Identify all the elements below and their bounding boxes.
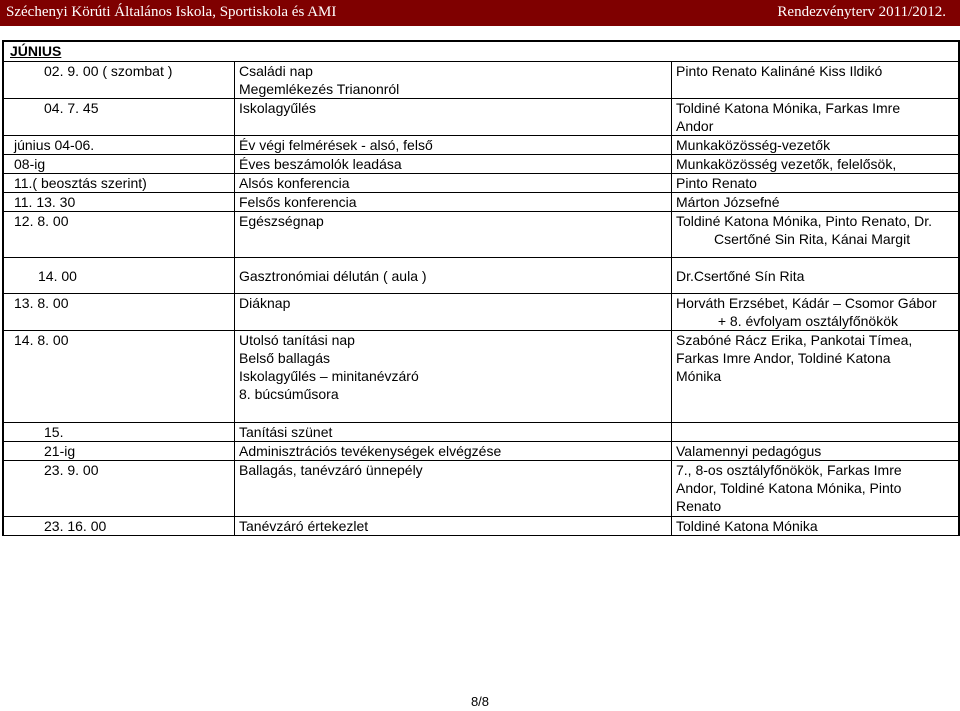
- responsible-cell-line: Toldiné Katona Mónika, Farkas Imre: [676, 100, 901, 116]
- event-cell-line: Éves beszámolók leadása: [239, 156, 402, 172]
- responsible-cell: [672, 331, 959, 423]
- event-cell-line: Adminisztrációs tevékenységek elvégzése: [239, 443, 502, 459]
- responsible-cell-line: Pinto Renato: [676, 175, 757, 191]
- event-cell: [235, 193, 672, 212]
- date-cell-line: 08-ig: [14, 156, 46, 172]
- event-cell-line: Egészségnap: [239, 213, 324, 229]
- date-cell-line: 21-ig: [44, 443, 76, 459]
- responsible-cell-line: + 8. évfolyam osztályfőnökök: [717, 313, 898, 329]
- date-cell-line: 11.( beosztás szerint): [14, 175, 147, 191]
- responsible-cell-line: Csertőné Sin Rita, Kánai Margit: [714, 231, 911, 247]
- responsible-cell: [672, 294, 959, 331]
- event-cell: [235, 62, 672, 99]
- schedule-table: [2, 40, 960, 536]
- date-cell: [4, 517, 235, 536]
- responsible-cell: [672, 517, 959, 536]
- table-row: [4, 442, 958, 461]
- responsible-cell: [672, 442, 959, 461]
- date-cell: [4, 193, 235, 212]
- responsible-cell-line: Valamennyi pedagógus: [676, 443, 822, 459]
- responsible-cell-line: Szabóné Rácz Erika, Pankotai Tímea,: [676, 332, 913, 348]
- table-row: [4, 99, 958, 136]
- document-title: Rendezvényterv 2011/2012.: [777, 4, 946, 20]
- event-cell-line: 8. búcsúműsora: [239, 386, 339, 402]
- event-cell-line: Belső ballagás: [239, 350, 331, 366]
- date-cell-line: 02. 9. 00 ( szombat ): [44, 63, 173, 79]
- event-cell-line: Tanítási szünet: [239, 424, 333, 440]
- responsible-cell-line: Munkaközösség vezetők, felelősök,: [676, 156, 897, 172]
- date-cell-line: 12. 8. 00: [14, 213, 69, 229]
- event-cell-line: Diáknap: [239, 295, 291, 311]
- date-cell-line: 13. 8. 00: [14, 295, 69, 311]
- responsible-cell: [672, 136, 959, 155]
- responsible-cell-line: Farkas Imre Andor, Toldiné Katona: [676, 350, 891, 366]
- date-cell-line: 11. 13. 30: [14, 194, 76, 210]
- responsible-cell-line: Toldiné Katona Mónika: [676, 518, 818, 534]
- table-row: [4, 174, 958, 193]
- date-cell: [4, 258, 235, 294]
- date-cell-line: 14. 00: [38, 267, 77, 284]
- responsible-cell: [672, 174, 959, 193]
- responsible-cell-line: 7., 8-os osztályfőnökök, Farkas Imre: [676, 462, 902, 478]
- event-cell-line: Tanévzáró értekezlet: [239, 518, 369, 534]
- page-number: 8/8: [470, 694, 490, 709]
- responsible-cell-line: Andor, Toldiné Katona Mónika, Pinto: [676, 480, 902, 496]
- date-cell-line: június 04-06.: [14, 137, 95, 153]
- responsible-cell-line: Dr.Csertőné Sín Rita: [676, 267, 805, 284]
- events-table: [4, 62, 958, 536]
- responsible-cell: [672, 99, 959, 136]
- date-cell: [4, 99, 235, 136]
- event-cell: [235, 136, 672, 155]
- event-cell-line: Ballagás, tanévzáró ünnepély: [239, 462, 423, 478]
- table-row: [4, 212, 958, 258]
- responsible-cell-line: Mónika: [676, 368, 722, 384]
- date-cell: [4, 294, 235, 331]
- event-cell: [235, 423, 672, 442]
- event-cell-line: Családi nap: [239, 63, 313, 79]
- date-cell: [4, 136, 235, 155]
- event-cell-line: Iskolagyűlés – minitanévzáró: [239, 368, 419, 384]
- event-cell-line: Megemlékezés Trianonról: [239, 81, 400, 97]
- date-cell: [4, 174, 235, 193]
- event-cell: [235, 331, 672, 423]
- table-row: [4, 155, 958, 174]
- date-cell-line: 23. 9. 00: [44, 462, 99, 478]
- event-cell-line: Felsős konferencia: [239, 194, 357, 210]
- date-cell: [4, 442, 235, 461]
- event-cell-line: Gasztronómiai délután ( aula ): [239, 267, 427, 284]
- responsible-cell-line: Horváth Erzsébet, Kádár – Csomor Gábor: [676, 295, 937, 311]
- date-cell: [4, 212, 235, 258]
- school-name: Széchenyi Körúti Általános Iskola, Sportiskola és AMI: [6, 4, 337, 20]
- table-row: [4, 517, 958, 536]
- table-row: [4, 258, 958, 294]
- responsible-cell: [672, 258, 959, 294]
- table-row: [4, 461, 958, 517]
- event-cell-line: Alsós konferencia: [239, 175, 350, 191]
- event-cell: [235, 99, 672, 136]
- table-row: [4, 423, 958, 442]
- date-cell-line: 14. 8. 00: [14, 332, 69, 348]
- responsible-cell: [672, 155, 959, 174]
- responsible-cell-line: Márton Józsefné: [676, 194, 780, 210]
- date-cell: [4, 423, 235, 442]
- table-row: [4, 136, 958, 155]
- event-cell: [235, 155, 672, 174]
- responsible-cell: [672, 212, 959, 258]
- event-cell: [235, 442, 672, 461]
- date-cell-line: 04. 7. 45: [44, 100, 99, 116]
- date-cell: [4, 461, 235, 517]
- date-cell: [4, 62, 235, 99]
- date-cell: [4, 331, 235, 423]
- event-cell: [235, 174, 672, 193]
- month-heading: JÚNIUS: [4, 42, 958, 62]
- event-cell: [235, 258, 672, 294]
- event-cell-line: Év végi felmérések - alsó, felső: [239, 137, 433, 153]
- responsible-cell: [672, 423, 959, 442]
- event-cell: [235, 294, 672, 331]
- responsible-cell: [672, 461, 959, 517]
- responsible-cell-line: Renato: [676, 498, 722, 514]
- event-cell: [235, 517, 672, 536]
- responsible-cell-line: Pinto Renato Kalináné Kiss Ildikó: [676, 63, 883, 79]
- table-row: [4, 193, 958, 212]
- responsible-cell-line: Toldiné Katona Mónika, Pinto Renato, Dr.: [676, 213, 933, 229]
- date-cell-line: 23. 16. 00: [44, 518, 107, 534]
- event-cell: [235, 461, 672, 517]
- responsible-cell-line: Andor: [676, 118, 714, 134]
- table-row: [4, 331, 958, 423]
- responsible-cell-line: Munkaközösség-vezetők: [676, 137, 831, 153]
- event-cell-line: Utolsó tanítási nap: [239, 332, 355, 348]
- event-cell-line: Iskolagyűlés: [239, 100, 317, 116]
- responsible-cell: [672, 62, 959, 99]
- date-cell-line: 15.: [44, 424, 64, 440]
- table-row: [4, 294, 958, 331]
- event-cell: [235, 212, 672, 258]
- date-cell: [4, 155, 235, 174]
- table-row: [4, 62, 958, 99]
- page-header: [0, 0, 960, 26]
- responsible-cell: [672, 193, 959, 212]
